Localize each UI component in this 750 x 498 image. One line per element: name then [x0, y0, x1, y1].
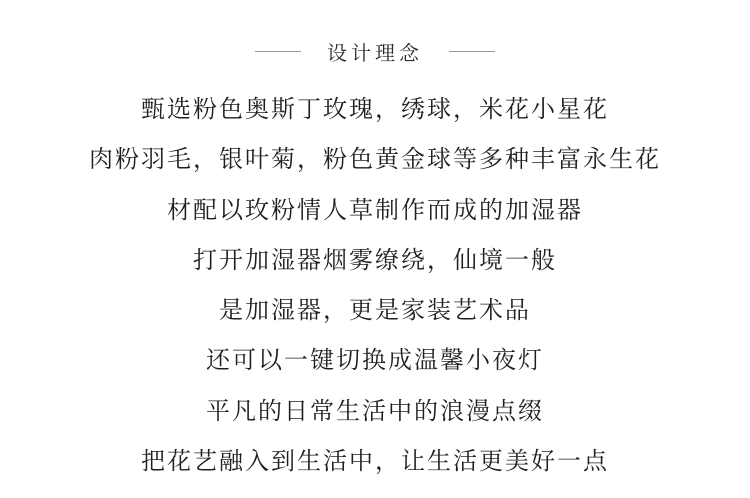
description-line: 甄选粉色奥斯丁玫瑰，绣球，米花小星花 [141, 95, 609, 123]
section-title: 设计理念 [327, 40, 423, 65]
right-divider-line [449, 51, 495, 52]
left-divider-line [255, 51, 301, 52]
description-text-block [0, 84, 750, 486]
section-header [0, 34, 750, 68]
description-line: 打开加湿器烟雾缭绕，仙境一般 [193, 245, 557, 274]
description-line: 还可以一键切换成温馨小夜灯 [206, 346, 544, 375]
description-line: 肉粉羽毛，银叶菊，粉色黄金球等多种丰富永生花 [89, 145, 661, 174]
description-line: 是加湿器，更是家装艺术品 [219, 296, 531, 325]
description-line: 把花艺融入到生活中，让生活更美好一点 [141, 447, 609, 476]
description-line: 材配以玫粉情人草制作而成的加湿器 [167, 195, 583, 224]
description-line: 平凡的日常生活中的浪漫点缀 [206, 396, 544, 425]
